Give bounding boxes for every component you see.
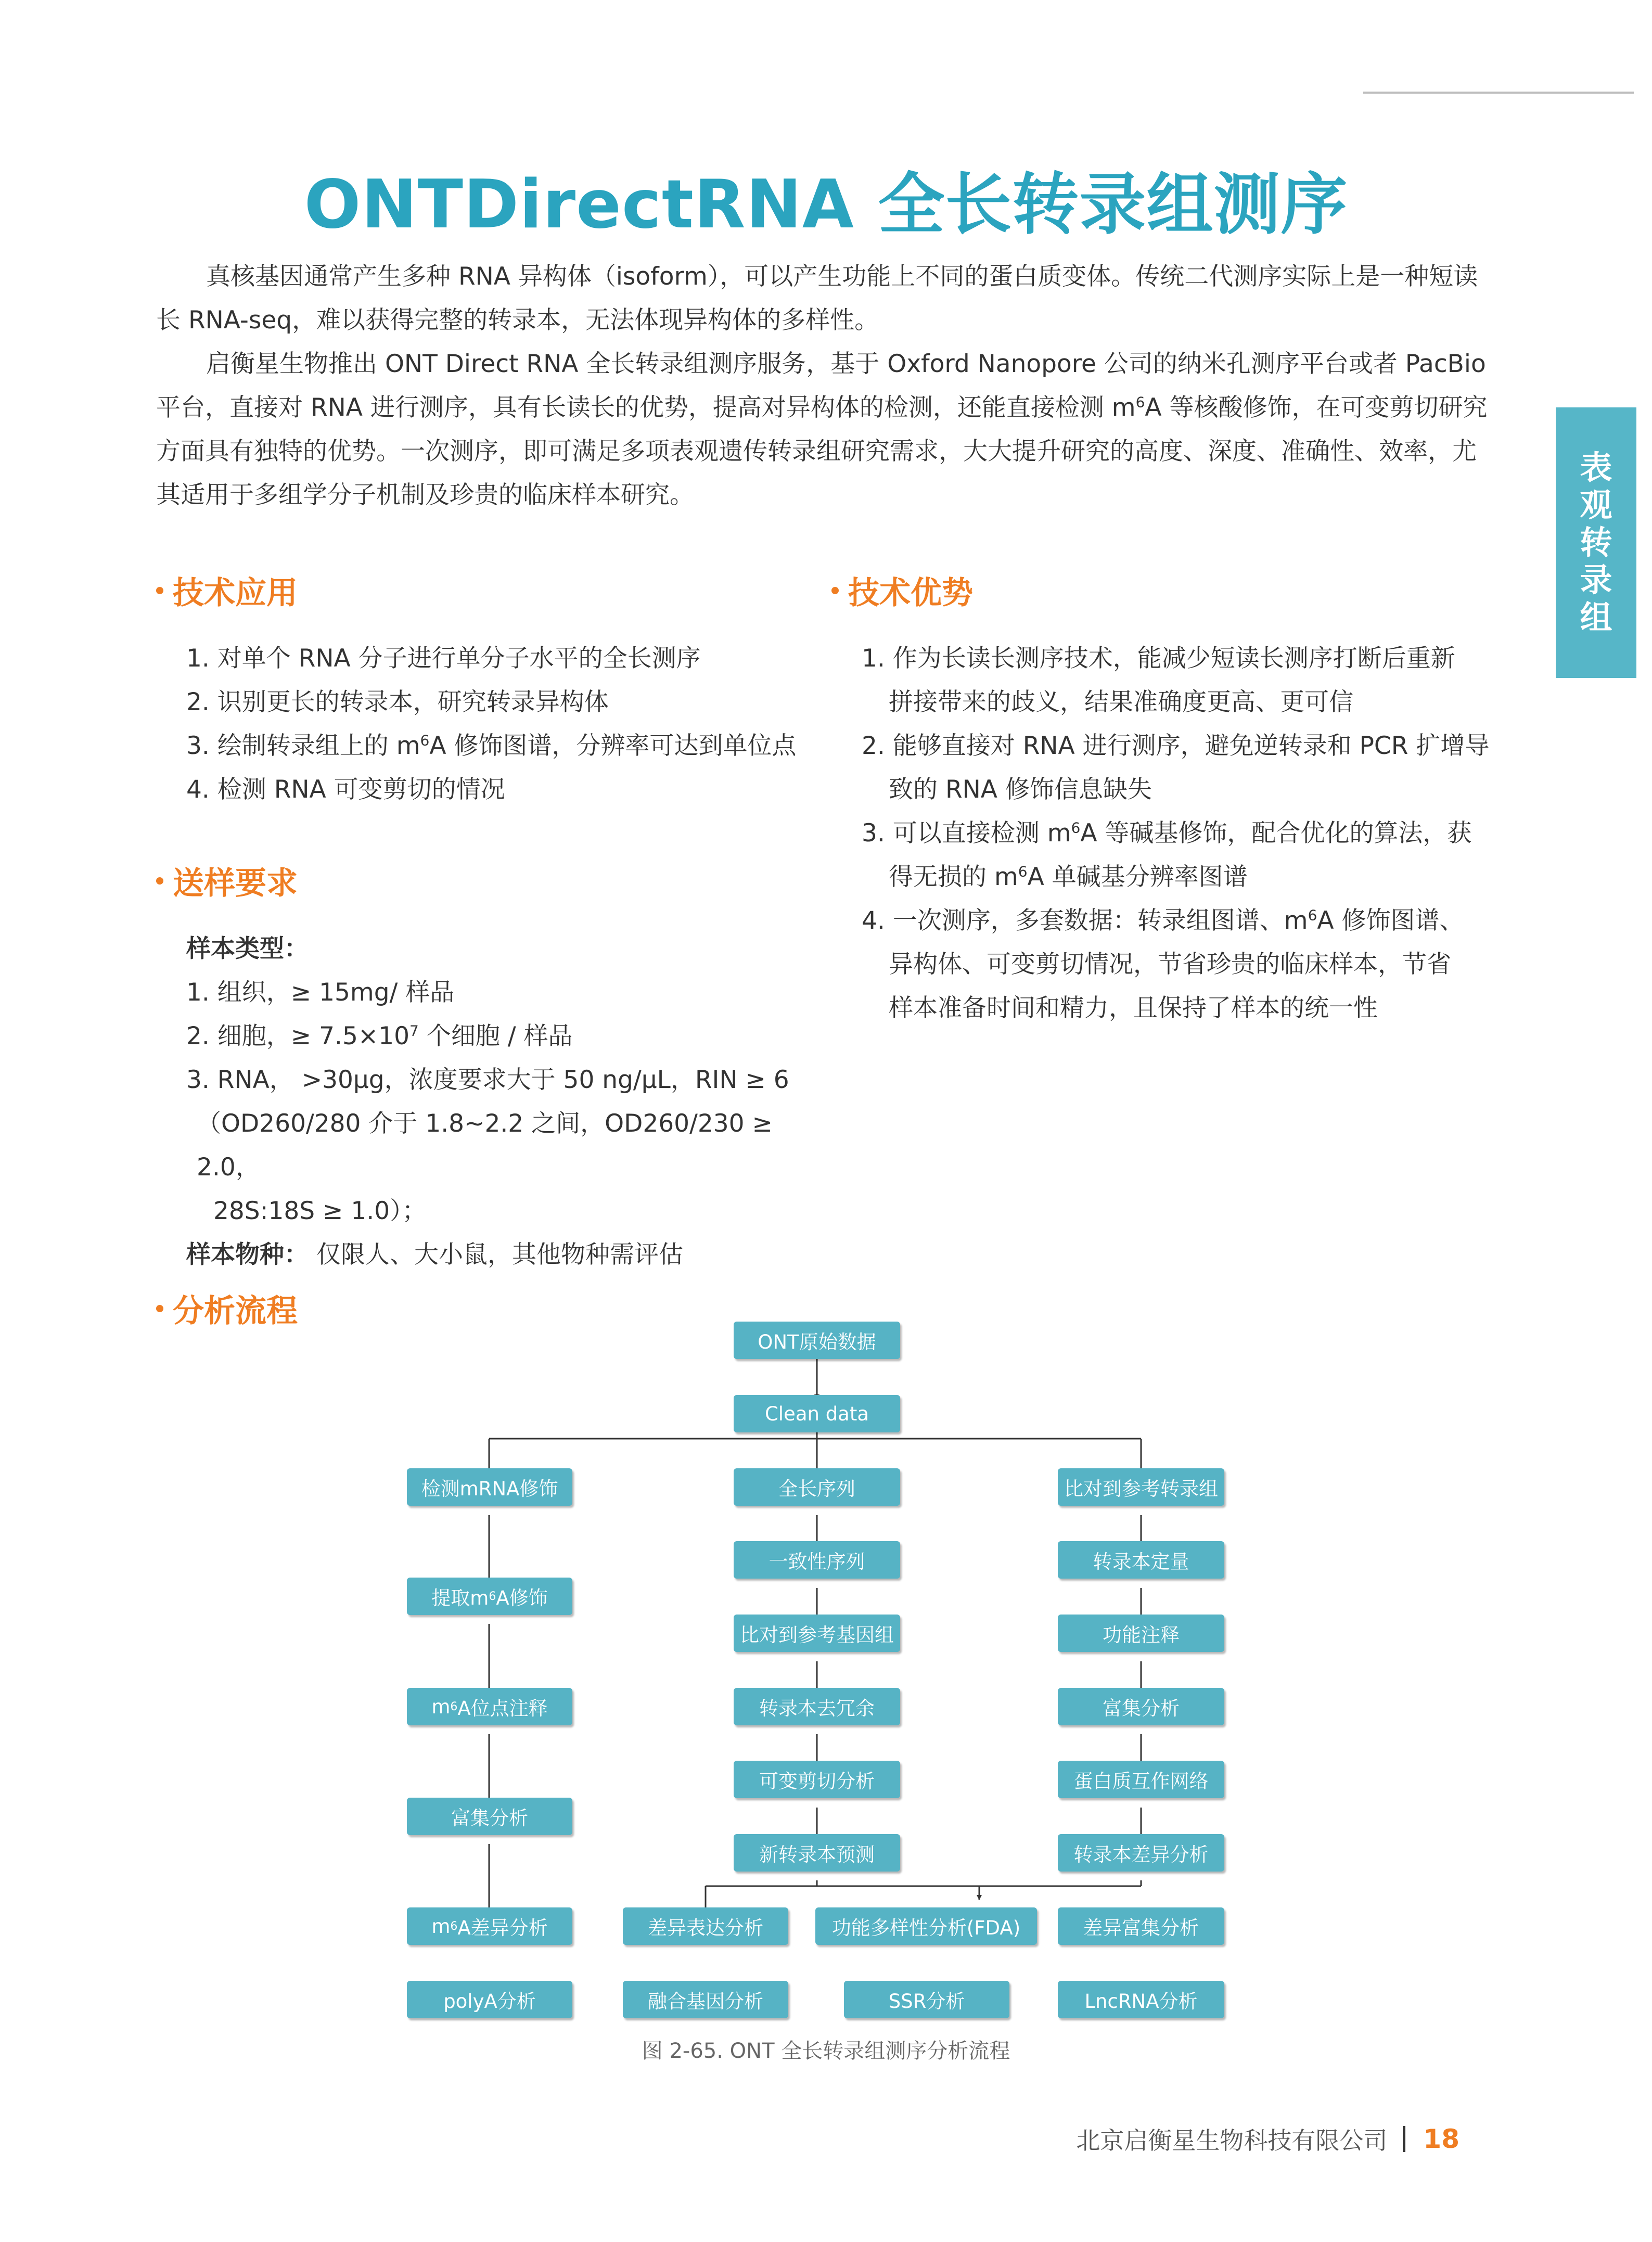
flow-box-splicing: 可变剪切分析	[734, 1761, 900, 1798]
page-title: ONTDirectRNA 全长转录组测序	[304, 166, 1348, 244]
flow-box-diff-enrich: 差异富集分析	[1058, 1907, 1224, 1945]
flow-box-diff-expr: 差异表达分析	[623, 1907, 788, 1945]
superscript: 6	[1018, 863, 1028, 880]
top-rule	[1363, 92, 1634, 94]
side-tab-char: 转	[1580, 523, 1612, 561]
list-item	[186, 637, 837, 681]
list-item-text: 2. 细胞，≥ 7.5×10	[186, 1022, 410, 1050]
species-label: 样本物种：	[186, 1240, 309, 1269]
superscript: 6	[489, 1590, 496, 1603]
list-item-text: 4. 一次测序，多套数据：转录组图谱、m	[862, 906, 1308, 935]
flow-box-quant: 转录本定量	[1058, 1541, 1224, 1579]
flow-box-ppi: 蛋白质互作网络	[1058, 1761, 1224, 1798]
side-tab-char: 组	[1580, 598, 1612, 636]
list-item	[186, 1233, 837, 1277]
box-text: m	[431, 1915, 451, 1938]
intro-p2-b: A 等核酸修饰，在可变剪切研究方面具有独特的优势。一次测序，即可满足多项表观遗传转录组研究需求，大大提升研究的高度、深度、准确性、效率，尤其适用于多组学分子机制及珍贵的临床样本研究。	[156, 393, 1488, 509]
list-item	[186, 681, 837, 724]
list-item-cont: 异构体、可变剪切情况，节省珍贵的临床样本，节省	[889, 950, 1451, 979]
flow-box-fusion: 融合基因分析	[623, 1981, 788, 2018]
list-item	[186, 724, 837, 768]
side-tab-char: 表	[1580, 449, 1612, 486]
intro-paragraph-1: 真核基因通常产生多种 RNA 异构体（isoform），可以产生功能上不同的蛋白质变体。传统二代测序实际上是一种短读长 RNA-seq，难以获得完整的转录本，无法体现异构体的多样性。	[156, 262, 1478, 335]
list-item-cont: 样本准备时间和精力，且保持了样本的统一性	[889, 994, 1378, 1022]
list-item: 1. 作为长读长测序技术，能减少短读长测序打断后重新	[862, 644, 1455, 673]
list-item-text: A 修饰图谱、	[1317, 906, 1464, 935]
superscript: 6	[420, 732, 430, 749]
flow-box-fda: 功能多样性分析(FDA)	[815, 1907, 1037, 1945]
bullet-dot-icon	[831, 587, 839, 594]
flow-box-m6a-diff	[407, 1907, 572, 1945]
sample-req-heading	[156, 859, 298, 903]
figure-caption: 图 2-65. ONT 全长转录组测序分析流程	[642, 2039, 1010, 2063]
intro-p2-a: 启衡星生物推出 ONT Direct RNA 全长转录组测序服务，基于 Oxford Nanopore 公司的纳米孔测序平台或者 PacBio 平台，直接对 RNA 进行测序，具有长读长的优势，提高对异构体的检测，还能直接检测 m	[156, 350, 1486, 422]
list-item	[862, 899, 1512, 943]
tech-adv-heading-text: 技术优势	[848, 575, 973, 611]
flow-box-clean-data: Clean data	[734, 1395, 900, 1432]
list-item-text: 2. 识别更长的转录本，研究转录异构体	[186, 688, 609, 716]
flow-box-ssr: SSR分析	[844, 1981, 1009, 2018]
bullet-dot-icon	[156, 1305, 163, 1312]
flow-box-polya: polyA分析	[407, 1981, 572, 2018]
superscript: 6	[450, 1700, 458, 1713]
list-item-text: A 修饰图谱，分辨率可达到单位点	[429, 732, 797, 760]
list-item	[186, 1015, 837, 1058]
list-item-cont	[862, 855, 1512, 899]
tech-adv-list	[862, 637, 1512, 1030]
bullet-dot-icon	[156, 877, 163, 885]
list-item	[862, 812, 1512, 855]
box-text: m	[431, 1695, 451, 1718]
superscript: 6	[450, 1919, 458, 1933]
flow-box-dedup: 转录本去冗余	[734, 1688, 900, 1725]
footer	[1076, 2122, 1459, 2156]
box-text: 提取m	[431, 1587, 489, 1609]
species-value: 仅限人、大小鼠，其他物种需评估	[309, 1240, 683, 1269]
list-item-cont: 拼接带来的歧义，结果准确度更高、更可信	[889, 688, 1353, 716]
flow-box-enrich-left: 富集分析	[407, 1798, 572, 1835]
flow-box-genome-align: 比对到参考基因组	[734, 1615, 900, 1652]
list-item-cont: 致的 RNA 修饰信息缺失	[889, 775, 1152, 804]
list-item: 3. RNA， >30μg，浓度要求大于 50 ng/μL，RIN ≥ 6	[186, 1066, 789, 1094]
list-item-text: A 等碱基修饰，配合优化的算法，获	[1080, 819, 1472, 848]
footer-divider	[1403, 2126, 1405, 2152]
flow-box-new-transcript: 新转录本预测	[734, 1834, 900, 1872]
analysis-heading-text: 分析流程	[173, 1293, 298, 1329]
list-item-cont: 28S:18S ≥ 1.0）；	[213, 1197, 427, 1225]
flow-box-lncrna: LncRNA分析	[1058, 1981, 1224, 2018]
box-text: A修饰	[496, 1587, 548, 1609]
list-item: 2. 能够直接对 RNA 进行测序，避免逆转录和 PCR 扩增导	[862, 732, 1490, 760]
side-tab-char: 观	[1580, 486, 1612, 524]
flow-box-raw-data: ONT原始数据	[734, 1322, 900, 1359]
list-item: 1. 组织，≥ 15mg/ 样品	[186, 978, 455, 1007]
tech-app-heading-text: 技术应用	[173, 575, 298, 611]
superscript: 7	[409, 1022, 419, 1040]
list-item-cont: （OD260/280 介于 1.8~2.2 之间，OD260/230 ≥ 2.0，	[197, 1109, 773, 1182]
superscript: 6	[1071, 819, 1081, 837]
tech-app-heading	[156, 568, 298, 613]
list-item-text: 3. 绘制转录组上的 m	[186, 732, 420, 760]
list-item-text: A 单碱基分辨率图谱	[1027, 863, 1248, 891]
list-item-text: 4. 检测 RNA 可变剪切的情况	[186, 775, 505, 804]
list-item-text: 个细胞 / 样品	[418, 1022, 573, 1050]
flow-box-m6a-annot	[407, 1688, 572, 1725]
flow-box-full-length: 全长序列	[734, 1468, 900, 1506]
page-number: 18	[1423, 2124, 1459, 2154]
list-item-text: 3. 可以直接检测 m	[862, 819, 1071, 848]
flow-box-func-annot: 功能注释	[1058, 1615, 1224, 1652]
flow-box-extract-m6a	[407, 1578, 572, 1615]
tech-adv-heading	[831, 568, 973, 613]
footer-company: 北京启衡星生物科技有限公司	[1076, 2126, 1388, 2155]
sample-req-list	[186, 927, 837, 1277]
intro-paragraph-2	[156, 342, 1488, 517]
flow-box-enrich-right: 富集分析	[1058, 1688, 1224, 1725]
intro	[156, 255, 1488, 517]
side-tab-char: 录	[1580, 561, 1612, 599]
flow-box-mrna-mod: 检测mRNA修饰	[407, 1468, 572, 1506]
tech-app-list	[186, 637, 837, 812]
box-text: A位点注释	[457, 1697, 548, 1720]
list-item-text: 1. 对单个 RNA 分子进行单分子水平的全长测序	[186, 644, 701, 673]
box-text: A差异分析	[457, 1917, 548, 1939]
list-item	[186, 768, 837, 812]
list-item-text: 得无损的 m	[889, 863, 1018, 891]
bullet-dot-icon	[156, 587, 163, 594]
sample-type-label: 样本类型：	[186, 934, 309, 963]
analysis-heading	[156, 1286, 298, 1331]
superscript: 6	[1308, 906, 1317, 924]
flow-box-transcriptome-align: 比对到参考转录组	[1058, 1468, 1224, 1506]
sample-req-heading-text: 送样要求	[173, 865, 298, 902]
flow-box-diff-transcript: 转录本差异分析	[1058, 1834, 1224, 1872]
intro-p2-sup: 6	[1135, 393, 1145, 411]
flow-box-consensus: 一致性序列	[734, 1541, 900, 1579]
side-tab	[1556, 407, 1636, 678]
